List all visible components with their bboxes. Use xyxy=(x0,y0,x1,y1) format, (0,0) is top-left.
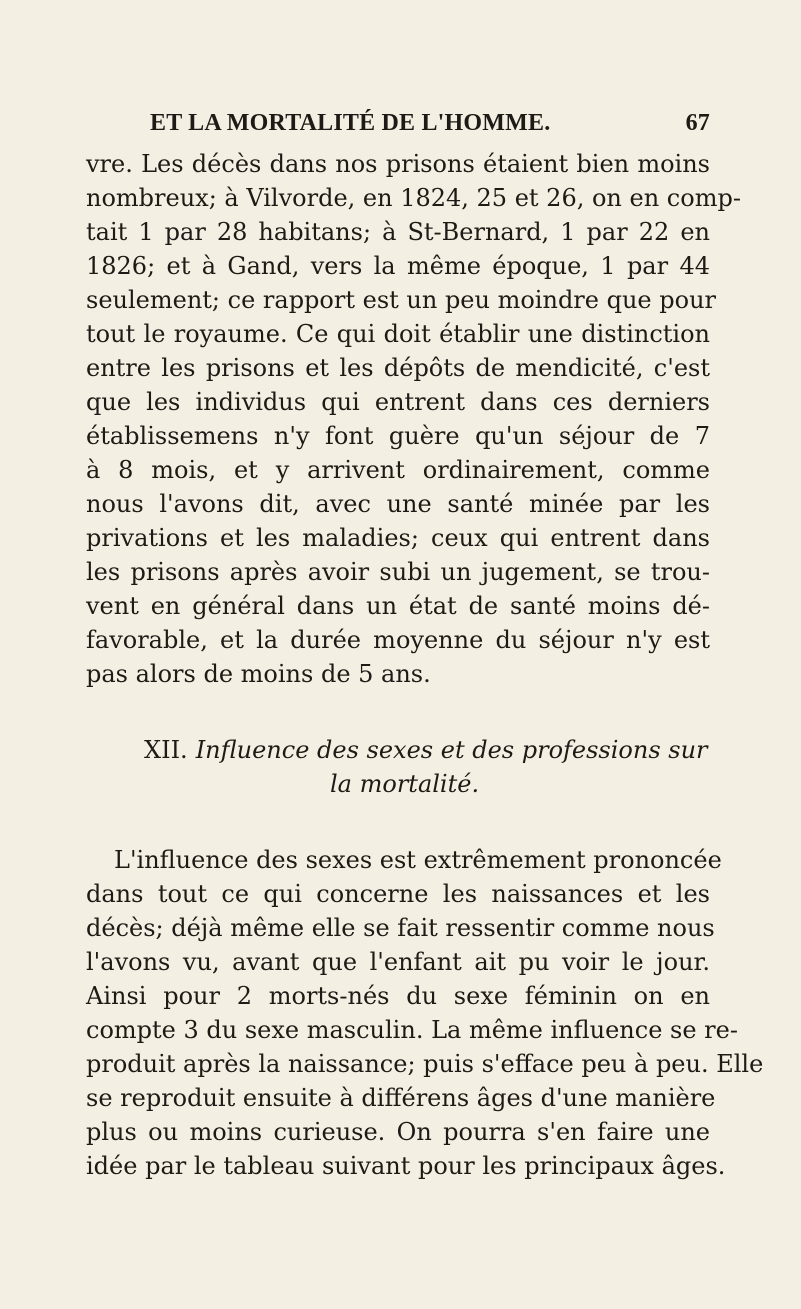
text-line: produit après la naissance; puis s'efface peu à peu. Elle xyxy=(86,1050,764,1078)
running-title: ET LA MORTALITÉ DE L'HOMME. xyxy=(150,110,551,136)
heading-line-1 xyxy=(144,733,708,767)
text-line: privations et les maladies; ceux qui entrent dans xyxy=(86,524,710,552)
text-line: les prisons après avoir subi un jugement, se trou- xyxy=(86,558,710,586)
text-line: vre. Les décès dans nos prisons étaient bien moins xyxy=(86,150,710,178)
text-line: Ainsi pour 2 morts-nés du sexe féminin on en xyxy=(86,982,710,1010)
section-title-line-2: la mortalité. xyxy=(330,770,480,798)
running-head xyxy=(150,110,710,140)
text-line: à 8 mois, et y arrivent ordinairement, comme xyxy=(86,456,710,484)
text-line: 1826; et à Gand, vers la même époque, 1 par 44 xyxy=(86,252,710,280)
text-line: seulement; ce rapport est un peu moindre que pour xyxy=(86,286,716,314)
text-line: l'avons vu, avant que l'enfant ait pu voir le jour. xyxy=(86,948,710,976)
text-line: vent en général dans un état de santé moins dé- xyxy=(86,592,710,620)
text-line: dans tout ce qui concerne les naissances et les xyxy=(86,880,710,908)
text-line: nous l'avons dit, avec une santé minée par les xyxy=(86,490,710,518)
page-number: 67 xyxy=(685,110,710,136)
section-title-line-1: Influence des sexes et des professions sur xyxy=(195,736,708,764)
text-line: favorable, et la durée moyenne du séjour n'y est xyxy=(86,626,710,654)
section-number: XII. xyxy=(144,736,188,764)
text-line: pas alors de moins de 5 ans. xyxy=(86,660,431,688)
text-line: que les individus qui entrent dans ces derniers xyxy=(86,388,710,416)
text-line: se reproduit ensuite à différens âges d'une manière xyxy=(86,1084,716,1112)
text-line: L'influence des sexes est extrêmement prononcée xyxy=(114,846,722,874)
text-line: compte 3 du sexe masculin. La même influence se re- xyxy=(86,1016,738,1044)
text-line: décès; déjà même elle se fait ressentir comme nous xyxy=(86,914,715,942)
text-line: tout le royaume. Ce qui doit établir une distinction xyxy=(86,320,710,348)
text-line: entre les prisons et les dépôts de mendicité, c'est xyxy=(86,354,710,382)
text-line: établissemens n'y font guère qu'un séjour de 7 xyxy=(86,422,710,450)
text-line: plus ou moins curieuse. On pourra s'en faire une xyxy=(86,1118,710,1146)
text-line: nombreux; à Vilvorde, en 1824, 25 et 26, on en comp- xyxy=(86,184,741,212)
text-line: idée par le tableau suivant pour les principaux âges. xyxy=(86,1152,726,1180)
text-line: tait 1 par 28 habitans; à St-Bernard, 1 par 22 en xyxy=(86,218,710,246)
